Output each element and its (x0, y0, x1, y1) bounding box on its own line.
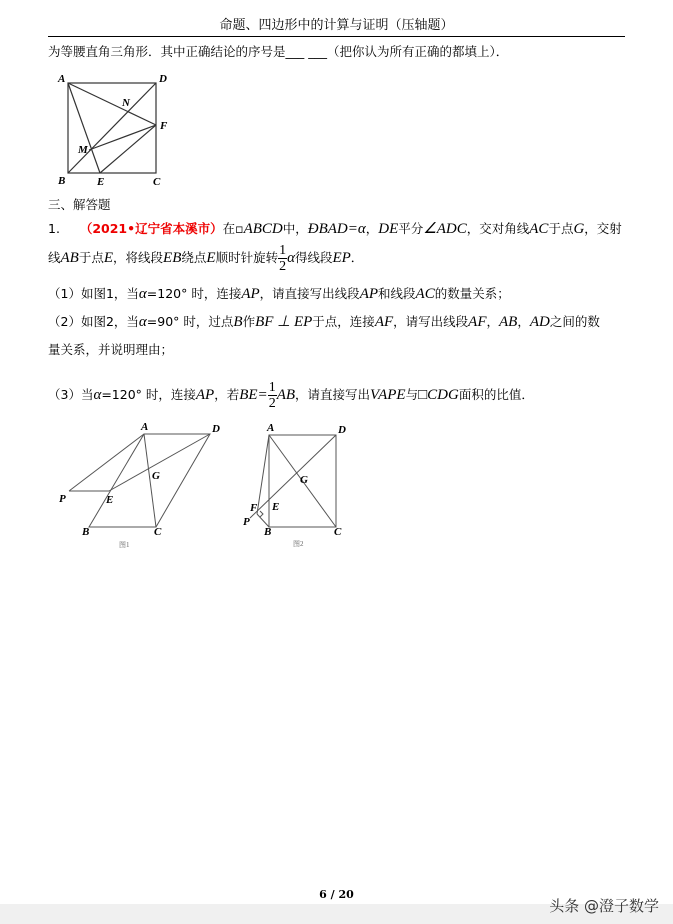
text-run: 于点 (78, 250, 104, 265)
text-run: BE= (239, 387, 268, 403)
text-run: G (152, 470, 160, 482)
text-run: D (212, 423, 220, 435)
text-run: （3）当 (48, 387, 94, 402)
text-run: E (106, 494, 114, 506)
text-run: ， (517, 314, 530, 329)
figure-segment (109, 434, 210, 491)
text-run: 2 (268, 396, 276, 411)
text-run: P (59, 493, 66, 505)
figure-segment (68, 83, 156, 173)
figure-segment (257, 435, 269, 514)
text-run: （2）如图2，当 (48, 314, 139, 329)
text-run: EP (332, 250, 351, 266)
text-run: AC (415, 286, 435, 302)
text-run: （1）如图1，当 (48, 286, 139, 301)
text-run: 2 (279, 259, 287, 274)
text-run: α (138, 314, 147, 330)
figure-top-square (68, 83, 156, 173)
text-run: ，请直接写出 (295, 387, 371, 402)
text-run: VAPE (370, 387, 406, 403)
text-run: 线 (48, 250, 61, 265)
text-run: =120° 时，连接 (101, 387, 196, 402)
figure-segment (69, 434, 144, 491)
text-run: 与 (405, 387, 419, 402)
text-run: F (160, 120, 168, 132)
text-run: F (250, 502, 258, 514)
text-run: ，交射 (584, 221, 622, 236)
text-run: AB (276, 387, 296, 403)
text-run: ∠ADC (423, 221, 467, 237)
text-run: ，若 (214, 387, 240, 402)
text-run: AC (529, 221, 549, 237)
text-run: α (138, 286, 147, 302)
text-run: AP (241, 286, 260, 302)
watermark: 头条 @澄子数学 (549, 897, 659, 915)
text-run: □CDG (418, 387, 459, 403)
text-run: 1 (268, 380, 276, 395)
text-run: ，将线段 (113, 250, 164, 265)
text-run: E (97, 176, 105, 188)
page-number: 6 / 20 (319, 888, 354, 901)
text-run: A (267, 422, 275, 434)
question-2-cont: 量关系，并说明理由； (48, 342, 174, 357)
text-run: AB (60, 250, 79, 266)
text-run: =120° 时，连接 (146, 286, 242, 301)
text-run: ，交对角线 (466, 221, 530, 236)
text-run: DE (378, 221, 399, 237)
text-run: C (334, 526, 342, 538)
text-run: G (573, 221, 585, 237)
page-header: 命题、四边形中的计算与证明（压轴题） (48, 14, 625, 37)
text-run: 在▫ (222, 221, 244, 236)
text-run: D (338, 424, 346, 436)
text-run: N (122, 97, 130, 109)
section-title: 三、解答题 (48, 197, 111, 212)
text-run: 作 (242, 314, 256, 329)
text-run: 绕点 (181, 250, 207, 265)
text-run: ，请写出线段 (393, 314, 469, 329)
text-run: α (93, 387, 102, 403)
text-run: ABCD (243, 221, 283, 237)
text-run: 平分 (398, 221, 424, 236)
text-run: 1 (279, 243, 287, 258)
text-run: AF (374, 314, 394, 330)
figure-2 (250, 435, 336, 527)
text-run: AD (529, 314, 550, 330)
text-run: E (103, 250, 114, 266)
text-run: E (206, 250, 216, 266)
text-run: 中， (282, 221, 308, 236)
answer-blank: ___ ___ (285, 44, 327, 59)
text-run: B (233, 314, 243, 330)
text-run: ， (486, 314, 499, 329)
text-run: B (264, 526, 272, 538)
text-run: AF (468, 314, 487, 330)
figure-segment (260, 511, 263, 517)
text-run: EB (163, 250, 182, 266)
text-run: A (141, 421, 149, 433)
figure-1-caption: 图1 (119, 541, 130, 549)
figure-segment (89, 125, 156, 150)
text-run: α (287, 250, 295, 266)
text-run: 的数量关系； (434, 286, 510, 301)
text-run: D (159, 73, 167, 85)
text-run: ． (350, 250, 364, 265)
intro-text: 为等腰直角三角形．其中正确结论的序号是 (48, 44, 286, 59)
text-run: 和线段 (378, 286, 416, 301)
text-run: ，请直接写出线段 (259, 286, 360, 301)
figure-top-labels (57, 73, 168, 188)
text-run: 1. (48, 221, 60, 236)
intro-text-2: （把你认为所有正确的都填上）． (327, 44, 509, 59)
text-run: 顺时针旋转 (215, 250, 279, 265)
text-run: G (300, 474, 308, 486)
text-run: ， (365, 221, 379, 236)
text-run: =90° 时，过点 (146, 314, 234, 329)
text-run: 之间的数 (549, 314, 600, 329)
text-run: 面积的比值． (458, 387, 534, 402)
text-run: B (58, 175, 66, 187)
text-run: C (153, 176, 161, 188)
text-run: E (272, 501, 280, 513)
text-run: AP (359, 286, 379, 302)
text-run: A (58, 73, 66, 85)
text-run: ÐBAD=α (307, 221, 366, 237)
problem-source: （2021•辽宁省本溪市） (79, 221, 223, 236)
text-run: 于点 (548, 221, 574, 236)
text-run: BF ⊥ EP (255, 314, 313, 330)
text-run: 于点，连接 (312, 314, 375, 329)
figure-1-labels (59, 421, 220, 549)
figure-2-caption: 图2 (293, 540, 304, 548)
text-run: C (154, 526, 162, 538)
text-run: AB (499, 314, 518, 330)
text-run: AP (195, 387, 215, 403)
text-run: M (78, 144, 88, 156)
figure-1 (69, 434, 210, 527)
text-run: P (243, 516, 250, 528)
text-run: 得线段 (294, 250, 333, 265)
text-run: B (82, 526, 90, 538)
